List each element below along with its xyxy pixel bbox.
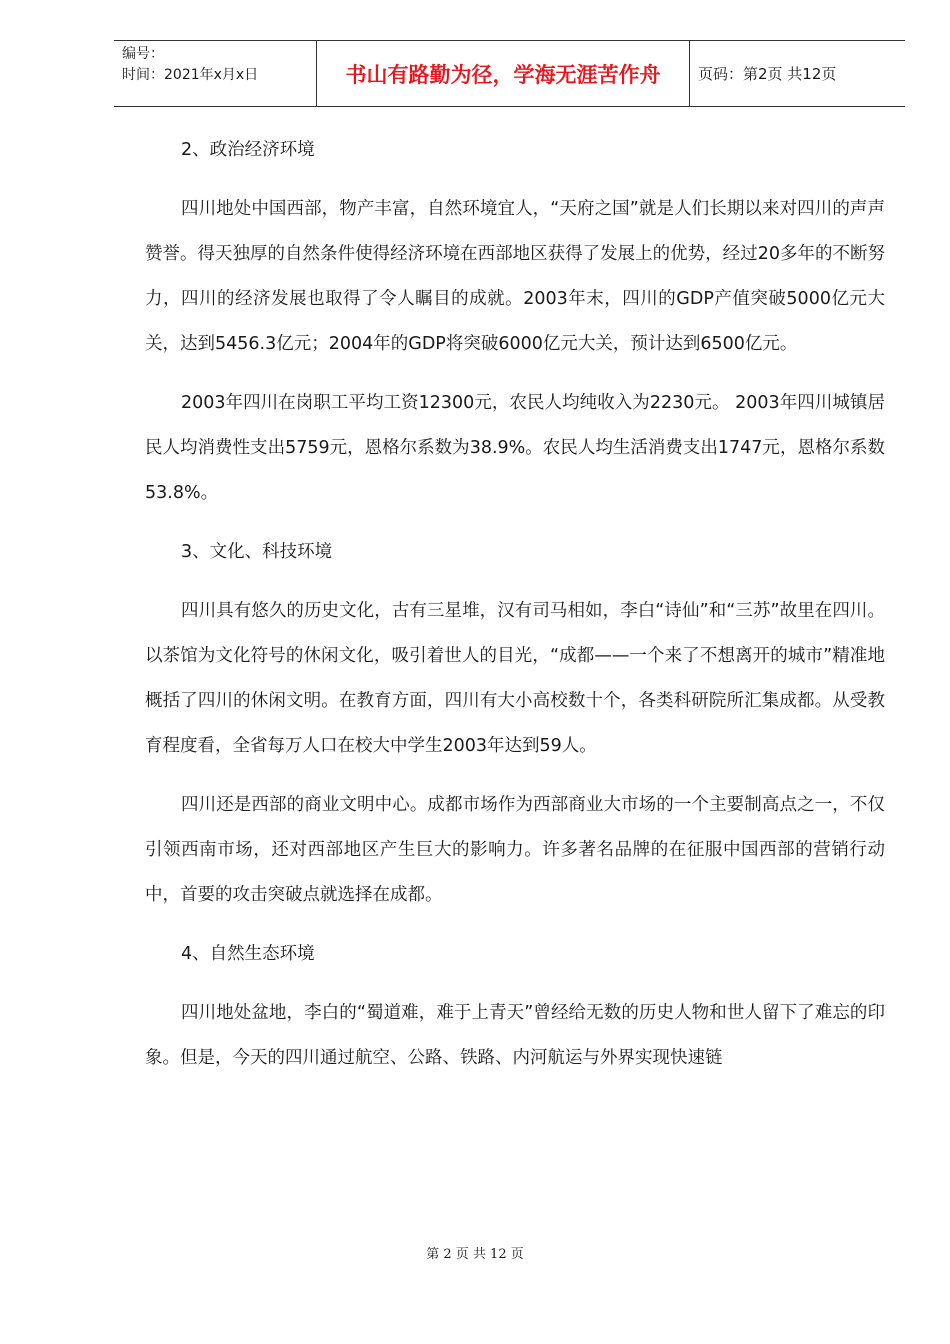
- section-heading: 4、自然生态环境: [181, 944, 315, 964]
- motto-text: 书山有路勤为径，学海无涯苦作舟: [345, 61, 661, 87]
- page-footer: 第 2 页 共 12 页: [426, 1247, 524, 1262]
- page-header: [114, 40, 905, 107]
- header-meta: [114, 41, 317, 106]
- page-info-text: 页码：第2页 共12页: [698, 65, 837, 83]
- section-heading: 2、政治经济环境: [181, 140, 315, 160]
- document-body: [145, 128, 885, 1081]
- section-heading: 3、文化、科技环境: [181, 542, 333, 562]
- paragraph: 四川还是西部的商业文明中心。成都市场作为西部商业大市场的一个主要制高点之一，不仅引领西南市场，还对西部地区产生巨大的影响力。许多著名品牌的在征服中国西部的营销行动中，首要的攻击突破点就选择在成都。: [145, 795, 885, 905]
- header-page-info: [690, 41, 905, 106]
- paragraph: 2003年四川在岗职工平均工资12300元，农民人均纯收入为2230元。 2003年四川城镇居民人均消费性支出5759元，恩格尔系数为38.9%。农民人均生活消费支出1747元，恩格尔系数53.8%。: [145, 393, 885, 503]
- header-motto: [317, 41, 690, 106]
- paragraph: 四川具有悠久的历史文化，古有三星堆，汉有司马相如，李白“诗仙”和“三苏”故里在四川。以茶馆为文化符号的休闲文化，吸引着世人的目光，“成都——一个来了不想离开的城市”精准地概括了四川的休闲文明。在教育方面，四川有大小高校数十个，各类科研院所汇集成都。从受教育程度看，全省每万人口在校大中学生2003年达到59人。: [145, 601, 885, 756]
- paragraph: 四川地处盆地，李白的“蜀道难，难于上青天”曾经给无数的历史人物和世人留下了难忘的印象。但是，今天的四川通过航空、公路、铁路、内河航运与外界实现快速链: [145, 1003, 885, 1068]
- number-label: 编号：: [122, 46, 164, 62]
- time-label: 时间：2021年x月x日: [122, 67, 259, 83]
- paragraph: 四川地处中国西部，物产丰富，自然环境宜人，“天府之国”就是人们长期以来对四川的声声赞誉。得天独厚的自然条件使得经济环境在西部地区获得了发展上的优势，经过20多年的不断努力，四川的经济发展也取得了令人瞩目的成就。2003年末，四川的GDP产值突破5000亿元大关，达到5456.3亿元；2004年的GDP将突破6000亿元大关，预计达到6500亿元。: [145, 199, 885, 354]
